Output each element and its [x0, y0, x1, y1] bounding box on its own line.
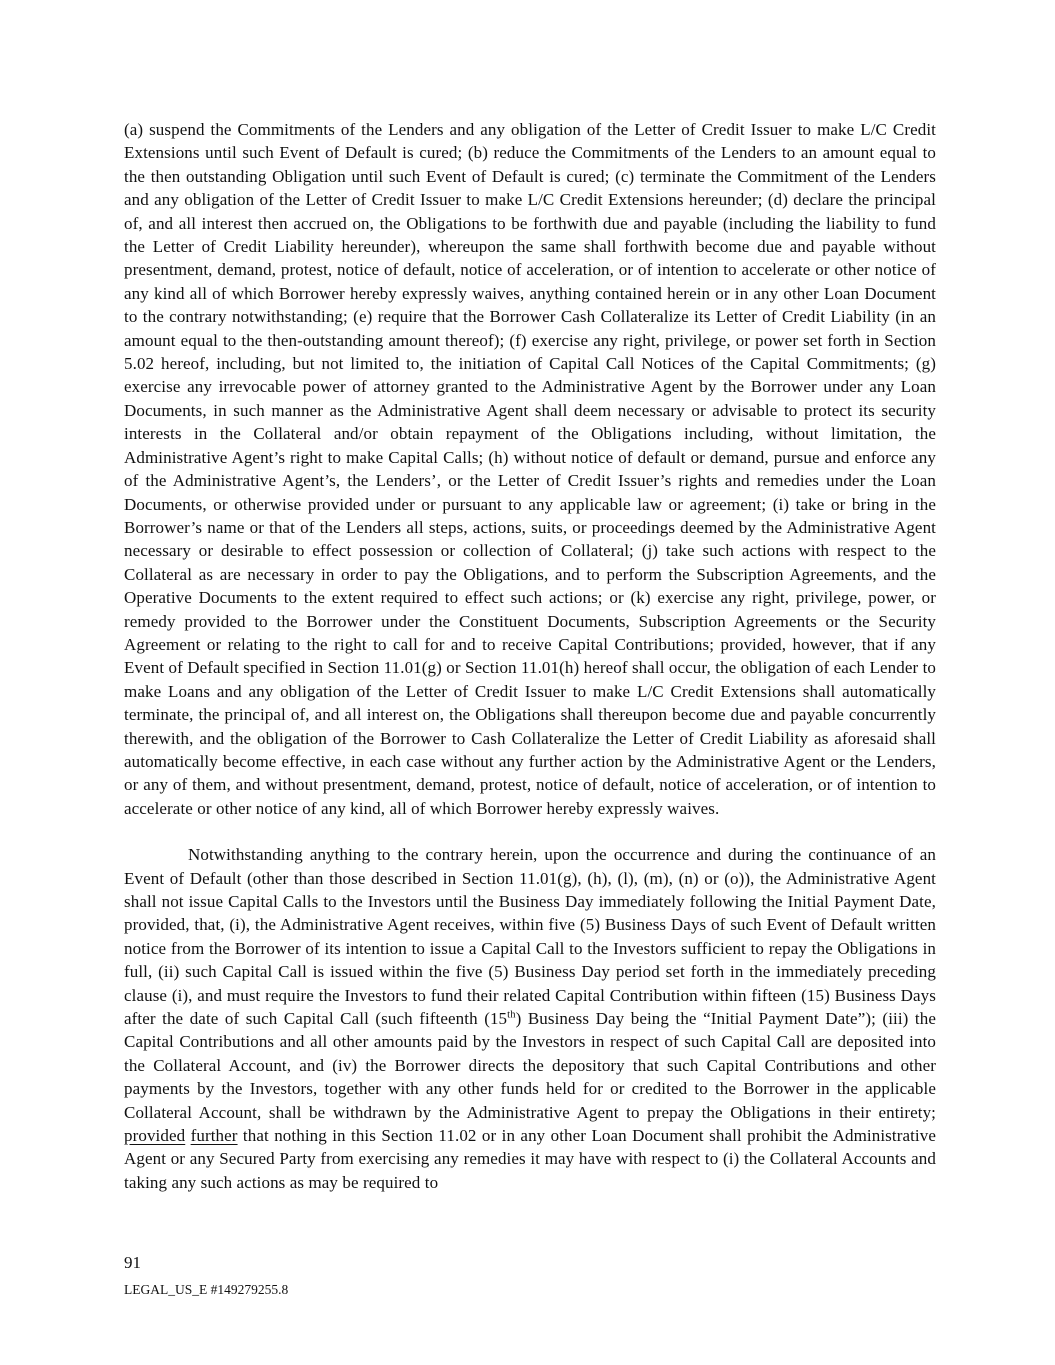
paragraph-2-segment-text: that nothing in this Section 11.02 or in any other Loan Document shall prohibit the Administrative Agent or any Secured Party from exercising any remedies it may have with respect to (i) the Collateral Accounts and taking any such actions as may be required to: [124, 1126, 936, 1192]
paragraph-2-segment-superscript: th: [507, 1009, 516, 1021]
page-text-block: [124, 118, 936, 1194]
paragraph-2-segment-text: ) Business Day being the “Initial Payment Date”); (iii) the Capital Contributions and all other amounts paid by the Investors in respect of such Capital Call are deposited into the Collateral Account, and (iv) the Borrower directs the depository that such Capital Contributions and other payments by the Investors, together with any other funds held for or credited to the Borrower in the applicable Collateral Account, shall be withdrawn by the Administrative Agent to prepay the Obligations in their entirety;: [124, 1009, 936, 1122]
body-paragraph-2: [124, 843, 936, 1194]
body-paragraph-1: (a) suspend the Commitments of the Lenders and any obligation of the Letter of Credit Issuer to make L/C Credit Extensions until such Event of Default is cured; (b) reduce the Commitments of the Lenders to an amount equal to the then outstanding Obligation until such Event of Default is cured; (c) terminate the Commitment of the Lenders and any obligation of the Letter of Credit Issuer to make L/C Credit Extensions hereunder; (d) declare the principal of, and all interest then accrued on, the Obligations to be forthwith due and payable (including the liability to fund the Letter of Credit Liability hereunder), whereupon the same shall forthwith become due and payable without presentment, demand, protest, notice of default, notice of acceleration, or of intention to accelerate or other notice of any kind all of which Borrower hereby expressly waives, anything contained herein or in any other Loan Document to the contrary notwithstanding; (e) require that the Borrower Cash Collateralize its Letter of Credit Liability (in an amount equal to the then-outstanding amount thereof); (f) exercise any right, privilege, or power set forth in Section 5.02 hereof, including, but not limited to, the initiation of Capital Call Notices of the Capital Commitments; (g) exercise any irrevocable power of attorney granted to the Administrative Agent by the Borrower under any Loan Documents, in such manner as the Administrative Agent shall deem necessary or advisable to protect its security interests in the Collateral and/or obtain repayment of the Obligations including, without limitation, the Administrative Agent’s right to make Capital Calls; (h) without notice of default or demand, pursue and enforce any of the Administrative Agent’s, the Lenders’, or the Letter of Credit Issuer’s rights and remedies under the Loan Documents, or otherwise provided under or pursuant to any applicable law or agreement; (i) take or bring in the Borrower’s name or that of the Lenders all steps, actions, suits, or proceedings deemed by the Administrative Agent necessary or desirable to effect possession or collection of Collateral; (j) take such actions with respect to the Collateral as are necessary in order to pay the Obligations, and to perform the Subscription Agreements, and the Operative Documents to the extent required to effect such actions; or (k) exercise any right, privilege, power, or remedy provided to the Borrower under the Constituent Documents, Subscription Agreements or the Security Agreement or relating to the right to call for and to receive Capital Contributions; provided, however, that if any Event of Default specified in Section 11.01(g) or Section 11.01(h) hereof shall occur, the obligation of each Lender to make Loans and any obligation of the Letter of Credit Issuer to make L/C Credit Extensions shall automatically terminate, the principal of, and all interest on, the Obligations shall thereupon become due and payable concurrently therewith, and the obligation of the Borrower to Cash Collateralize the Letter of Credit Liability as aforesaid shall automatically become effective, in each case without any further action by the Administrative Agent or the Lenders, or any of them, and without presentment, demand, protest, notice of default, notice of acceleration, or of intention to accelerate or other notice of any kind, all of which Borrower hereby expressly waives.: [124, 120, 937, 818]
paragraph-2-segment-underlined-provided: provided: [124, 1126, 186, 1146]
page-number: 91: [124, 1253, 141, 1272]
document-id-footer: LEGAL_US_E #149279255.8: [124, 1282, 289, 1297]
paragraph-2-segment-text: Notwithstanding anything to the contrary herein, upon the occurrence and during the continuance of an Event of Default (other than those described in Section 11.01(g), (h), (l), (m), (n) or (o)), the Administrative Agent shall not issue Capital Calls to the Investors until the Business Day immediately following the Initial Payment Date, provided, that, (i), the Administrative Agent receives, within five (5) Business Days of such Event of Default written notice from the Borrower of its intention to issue a Capital Call to the Investors sufficient to repay the Obligations in full, (ii) such Capital Call is issued within the five (5) Business Day period set forth in the immediately preceding clause (i), and must require the Investors to fund their related Capital Contribution within fifteen (15) Business Days after the date of such Capital Call (such fifteenth (15: [124, 845, 936, 1029]
paragraph-2-segment-underlined-further: further: [190, 1126, 238, 1146]
